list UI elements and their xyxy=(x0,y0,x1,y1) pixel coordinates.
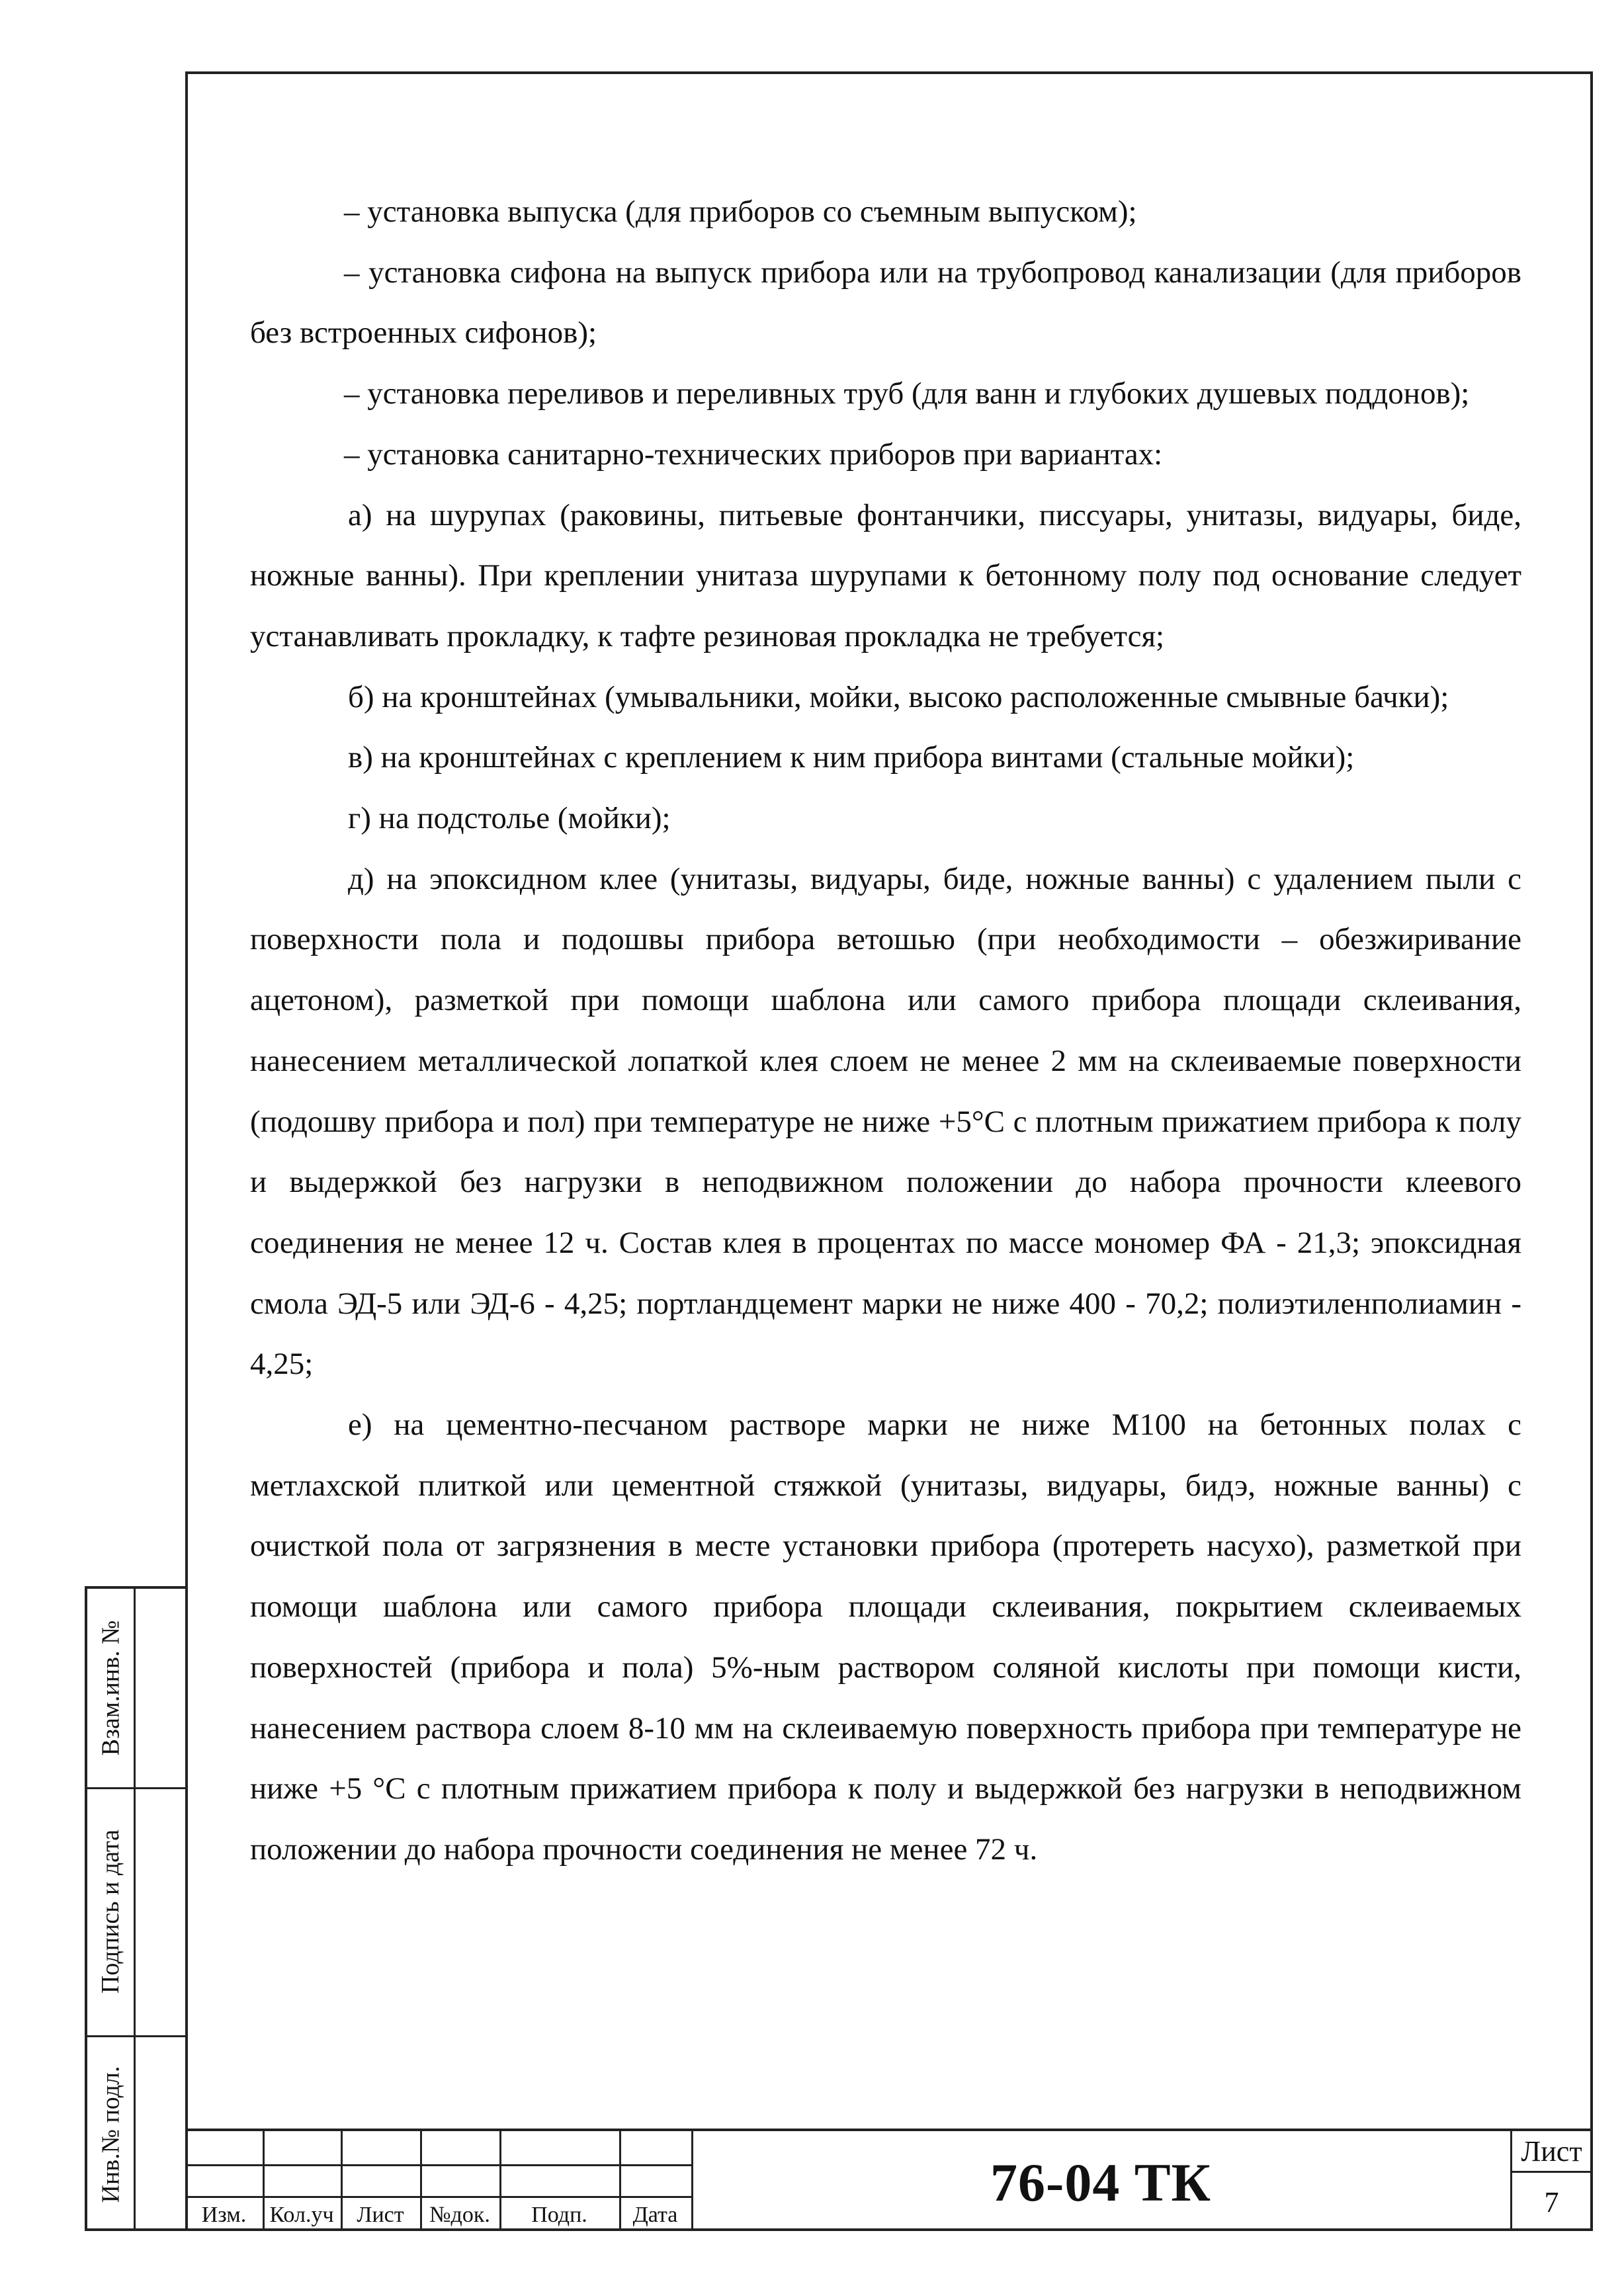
paragraph-g: г) на подстолье (мойки); xyxy=(348,801,671,836)
paragraph-d: д) на эпоксидном клее (унитазы, видуары, биде, ножные ванны) с удалением пыли с поверхности пола и подошвы прибора ветошью (при необходимости – обезжиривание ацетоном), разметкой при помощи шаблона или самого прибора площади склеивания, нанесением металлической лопаткой клея слоем не менее 2 мм на склеиваемые поверхности (подошву прибора и пол) при температуре не ниже +5°С с плотным прижатием прибора к полу и выдержкой без нагрузки в неподвижном положении до набора прочности клеевого соединения не менее 12 ч. Состав клея в процентах по массе мономер ФА - 21,3; эпоксидная смола ЭД-5 или ЭД-6 - 4,25; портландцемент марки не ниже 400 - 70,2; полиэтиленполиамин - 4,25; xyxy=(250,861,1521,1382)
paragraph-siphon: – установка сифона на выпуск прибора или на трубопровод канализации (для приборов без встроенных сифонов); xyxy=(250,255,1521,351)
original-inv-label: Инв.№ подл. xyxy=(97,2066,125,2203)
title-block xyxy=(185,2129,1593,2231)
paragraph-e: е) на цементно-песчаном растворе марки не ниже М100 на бетонных полах с метлахской плиткой или цементной стяжкой (унитазы, видуары, бидэ, ножные ванны) с очисткой пола от загрязнения в месте установки прибора (протереть насухо), разметкой при помощи шаблона или самого прибора площади склеивания, покрытием склеиваемых поверхностей (прибора и пола) 5%-ным раствором соляной кислоты при помощи кисти, нанесением раствора слоем 8-10 мм на склеиваемую поверхность прибора при температуре не ниже +5 °С с плотным прижатием прибора к полу и выдержкой без нагрузки в неподвижном положении до набора прочности соединения не менее 72 ч. xyxy=(250,1408,1521,1867)
paragraph-v: в) на кронштейнах с креплением к ним прибора винтами (стальные мойки); xyxy=(348,740,1355,775)
original-inv-cell xyxy=(87,2035,134,2234)
title-block-row-line xyxy=(185,2164,691,2166)
side-stamp-divider xyxy=(134,1589,136,2228)
paragraph-outlet: – установка выпуска (для приборов со съемным выпуском); xyxy=(344,194,1137,229)
header-date: Дата xyxy=(632,2202,678,2227)
signature-date-label: Подпись и дата xyxy=(97,1829,125,1994)
paragraph-a: а) на шурупах (раковины, питьевые фонтанчики, писсуары, унитазы, видуары, биде, ножные ванны). При креплении унитаза шурупами к бетонному полу под основание следует устанавливать прокладку, к тафте резиновая прокладка не требуется; xyxy=(250,497,1521,654)
sheet-number: 7 xyxy=(1544,2186,1559,2218)
header-count: Кол.уч xyxy=(269,2202,334,2227)
signature-date-cell xyxy=(87,1787,134,2035)
document-code: 76-04 ТК xyxy=(990,2152,1211,2213)
header-change: Изм. xyxy=(201,2202,247,2227)
replacement-inv-cell xyxy=(87,1589,134,1787)
header-sheet: Лист xyxy=(357,2202,404,2227)
paragraph-overflow: – установка переливов и переливных труб (для ванн и глубоких душевых поддонов); xyxy=(344,376,1470,411)
replacement-inv-label: Взам.инв. № xyxy=(97,1620,125,1756)
paragraph-b: б) на кронштейнах (умывальники, мойки, высоко расположенные смывные бачки); xyxy=(348,679,1449,714)
header-signature: Подп. xyxy=(531,2202,587,2227)
side-stamp xyxy=(85,1586,185,2231)
sheet-label: Лист xyxy=(1521,2134,1582,2168)
paragraph-variants: – установка санитарно-технических приборов при вариантах: xyxy=(344,437,1163,472)
body-text xyxy=(250,182,1521,1880)
header-doc-number: №док. xyxy=(429,2202,490,2227)
